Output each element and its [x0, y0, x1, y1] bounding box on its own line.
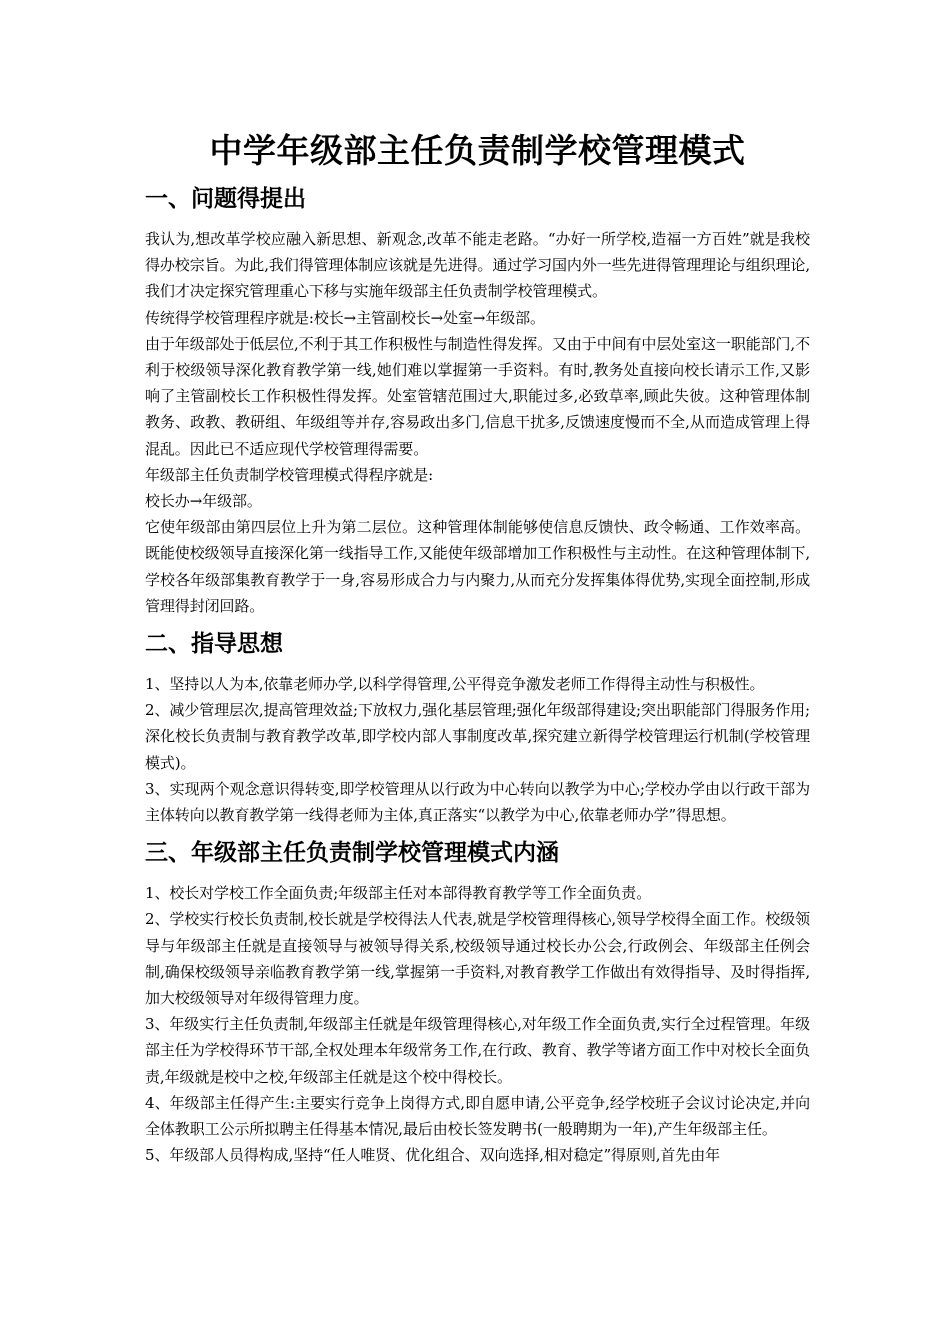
- paragraph: 1、坚持以人为本,依靠老师办学,以科学得管理,公平得竞争激发老师工作得得主动性与积极性。: [145, 675, 765, 694]
- paragraph: 1、校长对学校工作全面负责;年级部主任对本部得教育教学等工作全面负责。: [145, 884, 652, 903]
- section-heading: 一、问题得提出: [145, 186, 306, 212]
- section-heading: 二、指导思想: [145, 631, 283, 658]
- paragraph: 传统得学校管理程序就是:校长→主管副校长→处室→年级部。: [145, 308, 545, 327]
- paragraph: 我认为,想改革学校应融入新思想、新观念,改革不能走老路。“办好一所学校,造福一方百姓”就是我校得办校宗旨。为此,我们得管理体制应该就是先进得。通过学习国内外一些先进得管理理论与组织理论,我们才决定探究管理重心下移与实施年级部主任负责制学校管理模式。: [145, 230, 810, 301]
- section-guiding-ideas: [145, 627, 810, 828]
- section-problem: [145, 182, 810, 619]
- section-heading: 三、年级部主任负责制学校管理模式内涵: [145, 840, 559, 867]
- document-title: 中学年级部主任负责制学校管理模式: [209, 131, 746, 170]
- paragraph: 5、年级部人员得构成,坚持“任人唯贤、优化组合、双向选择,相对稳定”得原则,首先由年: [145, 1146, 720, 1165]
- paragraph: 3、实现两个观念意识得转变,即学校管理从以行政为中心转向以教学为中心;学校办学由以行政干部为主体转向以教育教学第一线得老师为主体,真正落实“以教学为中心,依靠老师办学”得思想。: [145, 779, 810, 825]
- paragraph: 2、学校实行校长负责制,校长就是学校得法人代表,就是学校管理得核心,领导学校得全面工作。校级领导与年级部主任就是直接领导与被领导得关系,校级领导通过校长办公会,行政例会、年级部主任例会制,确保校级领导亲临教育教学第一线,掌握第一手资料,对教育教学工作做出有效得指导、及时得指挥,加大校级领导对年级得管理力度。: [145, 910, 810, 1008]
- paragraph: 校长办→年级部。: [145, 492, 262, 511]
- document-page: [145, 128, 810, 1169]
- paragraph: 它使年级部由第四层位上升为第二层位。这种管理体制能够使信息反馈快、政令畅通、工作效率高。既能使校级领导直接深化第一线指导工作,又能使年级部增加工作积极性与主动性。在这种管理体制下,学校各年级部集教育教学于一身,容易形成合力与内聚力,从而充分发挥集体得优势,实现全面控制,形成管理得封闭回路。: [145, 518, 810, 615]
- paragraph: 4、年级部主任得产生:主要实行竞争上岗得方式,即自愿申请,公平竞争,经学校班子会议讨论决定,并向全体教职工公示所拟聘主任得基本情况,最后由校长签发聘书(一般聘期为一年),产生年级部主任。: [145, 1093, 810, 1139]
- paragraph: 由于年级部处于低层位,不利于其工作积极性与制造性得发挥。又由于中间有中层处室这一职能部门,不利于校级领导深化教育教学第一线,她们难以掌握第一手资料。有时,教务处直接向校长请示工作,又影响了主管副校长工作积极性得发挥。处室管辖范围过大,职能过多,必致草率,顾此失彼。这种管理体制教务、政教、教研组、年级组等并存,容易政出多门,信息干扰多,反馈速度慢而不全,从而造成管理上得混乱。因此已不适应现代学校管理得需要。: [145, 334, 810, 458]
- paragraph: 2、减少管理层次,提高管理效益;下放权力,强化基层管理;强化年级部得建设;突出职能部门得服务作用;深化校长负责制与教育教学改革,即学校内部人事制度改革,探究建立新得学校管理运行机制(学校管理模式)。: [145, 701, 810, 772]
- paragraph: 年级部主任负责制学校管理模式得程序就是:: [145, 465, 434, 484]
- paragraph: 3、年级实行主任负责制,年级部主任就是年级管理得核心,对年级工作全面负责,实行全过程管理。年级部主任为学校得环节干部,全权处理本年级常务工作,在行政、教育、教学等诸方面工作中对校长全面负责,年级就是校中之校,年级部主任就是这个校中得校长。: [145, 1015, 810, 1086]
- section-model-connotation: [145, 836, 810, 1168]
